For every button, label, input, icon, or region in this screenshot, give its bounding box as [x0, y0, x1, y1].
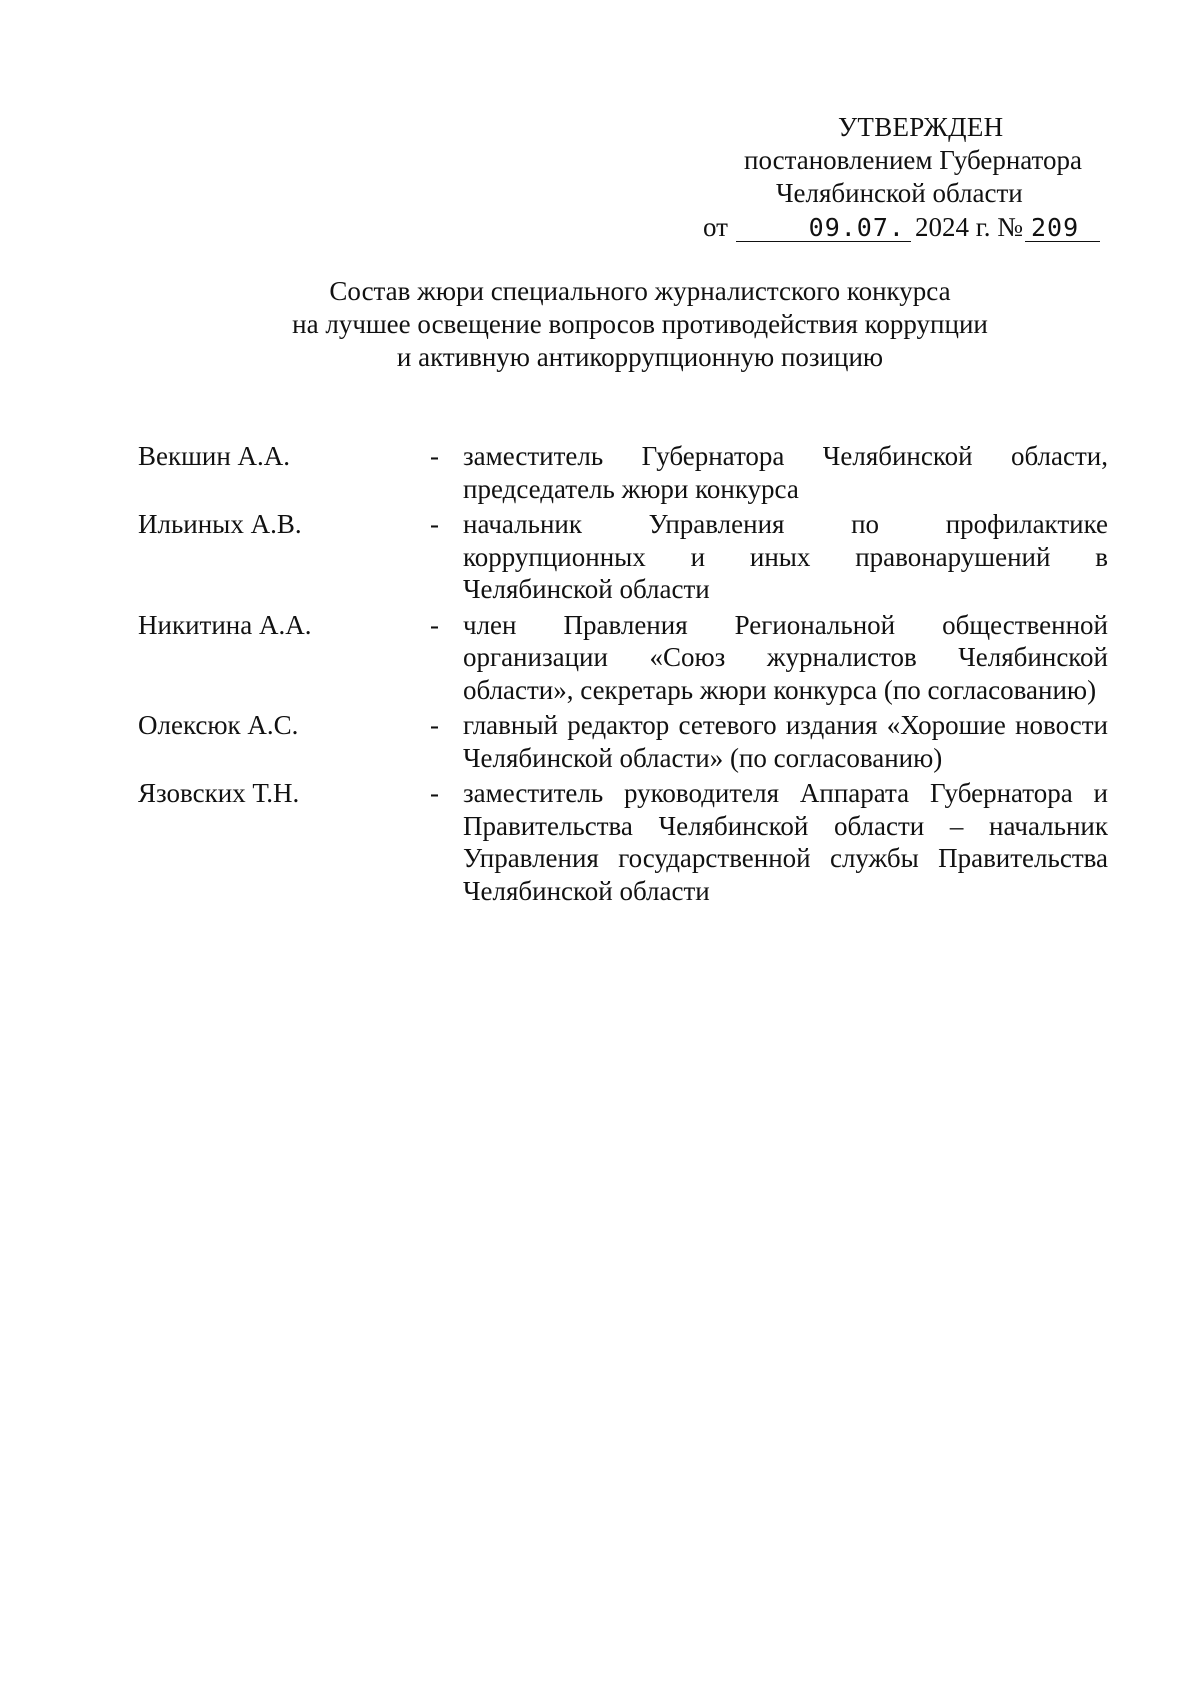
member-name: Векшин А.А.	[138, 441, 291, 471]
member-dash: -	[430, 710, 439, 740]
list-item	[138, 440, 1108, 505]
approval-title: УТВЕРЖДЕН	[838, 112, 1004, 142]
number-field	[1025, 212, 1100, 242]
member-dash: -	[430, 609, 439, 640]
member-role: заместитель руководителя Аппарата Губернатора и Правительства Челябинской области – начальник Управления государственной службы Правительства Челябинской области	[463, 778, 1108, 906]
date-field	[736, 212, 911, 242]
member-dash: -	[430, 778, 439, 808]
date-prefix: от	[703, 212, 728, 242]
member-dash: -	[430, 441, 439, 471]
title-line-3: и активную антикоррупционную позицию	[396, 342, 884, 372]
document-title	[140, 275, 1140, 374]
member-name: Никитина А.А.	[138, 609, 312, 640]
member-name: Ильиных А.В.	[138, 509, 302, 539]
member-dash: -	[430, 509, 439, 539]
jury-members-list	[138, 440, 1108, 907]
list-item	[138, 508, 1108, 606]
member-name: Язовских Т.Н.	[138, 778, 300, 808]
year-label: 2024 г. №	[914, 212, 1023, 242]
list-item	[138, 777, 1108, 907]
document-number: 209	[1031, 213, 1080, 242]
title-line-1: Состав жюри специального журналистского конкурса	[329, 276, 951, 306]
member-role: член Правления Региональной общественной организации «Союз журналистов Челябинской области», секретарь жюри конкурса (по согласованию)	[463, 609, 1108, 705]
list-item	[138, 709, 1108, 774]
title-line-2: на лучшее освещение вопросов противодействия коррупции	[292, 309, 988, 339]
member-role: заместитель Губернатора Челябинской области, председатель жюри конкурса	[463, 441, 1108, 504]
approval-line-2: Челябинской области	[776, 178, 1023, 208]
member-role: главный редактор сетевого издания «Хорошие новости Челябинской области» (по согласованию)	[463, 710, 1108, 773]
date-value: 09.07.	[808, 213, 905, 242]
approval-date-row	[703, 210, 1100, 244]
member-role: начальник Управления по профилактике коррупционных и иных правонарушений в Челябинской области	[463, 509, 1108, 604]
member-name: Олексюк А.С.	[138, 710, 299, 740]
approval-line-1: постановлением Губернатора	[744, 145, 1082, 175]
list-item	[138, 609, 1108, 707]
